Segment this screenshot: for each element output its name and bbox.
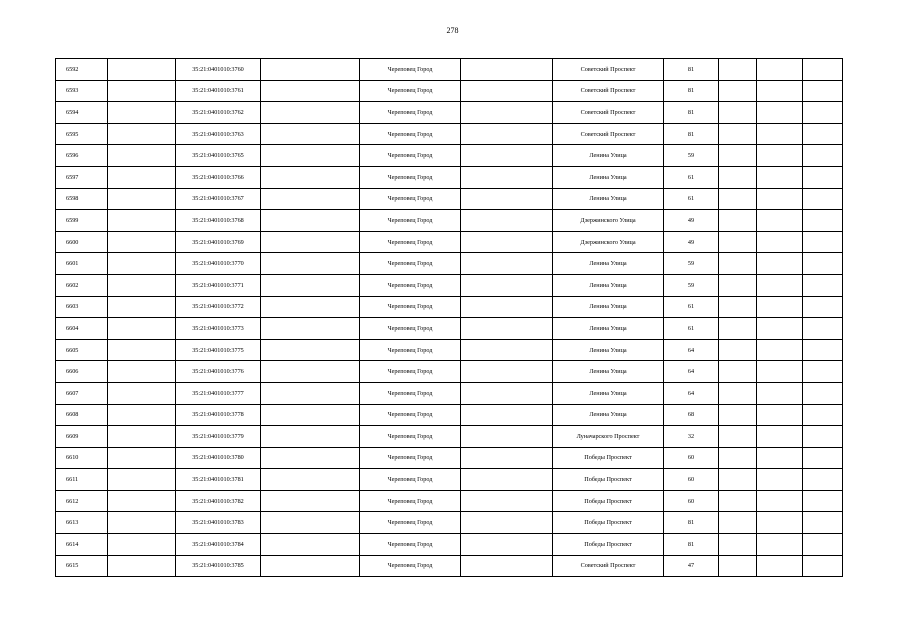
table-row — [56, 274, 843, 296]
cell-cadastral-number: 35:21:0401010:3776 — [176, 361, 261, 383]
cell-empty — [461, 490, 553, 512]
cell-number: 6599 — [56, 210, 108, 232]
table-row — [56, 210, 843, 232]
cell-cadastral-number: 35:21:0401010:3784 — [176, 534, 261, 556]
cell-empty — [261, 188, 360, 210]
cell-number: 6611 — [56, 469, 108, 491]
page-number: 278 — [446, 26, 459, 35]
cell-empty — [803, 210, 843, 232]
cell-city: Череповец Город — [360, 296, 461, 318]
cell-empty — [719, 426, 757, 448]
cell-empty — [719, 188, 757, 210]
cell-empty — [108, 102, 176, 124]
cell-empty — [108, 318, 176, 340]
cell-empty — [719, 253, 757, 275]
cell-empty — [757, 102, 803, 124]
cell-house: 59 — [664, 145, 719, 167]
cell-empty — [108, 123, 176, 145]
table-row — [56, 166, 843, 188]
table-row — [56, 447, 843, 469]
cell-number: 6604 — [56, 318, 108, 340]
cell-empty — [719, 339, 757, 361]
cell-cadastral-number: 35:21:0401010:3763 — [176, 123, 261, 145]
cell-empty — [261, 490, 360, 512]
table-row — [56, 188, 843, 210]
cell-house: 81 — [664, 59, 719, 81]
cell-empty — [803, 296, 843, 318]
cell-number: 6595 — [56, 123, 108, 145]
cell-house: 59 — [664, 253, 719, 275]
cell-number: 6603 — [56, 296, 108, 318]
cell-city: Череповец Город — [360, 253, 461, 275]
cell-city: Череповец Город — [360, 512, 461, 534]
cell-empty — [803, 382, 843, 404]
cell-cadastral-number: 35:21:0401010:3761 — [176, 80, 261, 102]
cell-street: Ленина Улица — [553, 382, 664, 404]
table-row — [56, 145, 843, 167]
cell-street: Ленина Улица — [553, 253, 664, 275]
cell-street: Советский Проспект — [553, 555, 664, 577]
table-row — [56, 512, 843, 534]
cell-house: 49 — [664, 231, 719, 253]
cell-empty — [803, 188, 843, 210]
cell-street: Победы Проспект — [553, 469, 664, 491]
table-row — [56, 469, 843, 491]
cell-street: Победы Проспект — [553, 490, 664, 512]
cell-empty — [261, 534, 360, 556]
cell-house: 64 — [664, 382, 719, 404]
cell-street: Советский Проспект — [553, 123, 664, 145]
cell-city: Череповец Город — [360, 447, 461, 469]
cell-cadastral-number: 35:21:0401010:3778 — [176, 404, 261, 426]
cell-cadastral-number: 35:21:0401010:3765 — [176, 145, 261, 167]
cell-number: 6597 — [56, 166, 108, 188]
cell-empty — [261, 145, 360, 167]
cell-cadastral-number: 35:21:0401010:3775 — [176, 339, 261, 361]
cell-empty — [719, 296, 757, 318]
cell-street: Ленина Улица — [553, 188, 664, 210]
cell-empty — [461, 447, 553, 469]
cell-city: Череповец Город — [360, 274, 461, 296]
cell-city: Череповец Город — [360, 404, 461, 426]
cell-empty — [108, 296, 176, 318]
cell-number: 6592 — [56, 59, 108, 81]
cell-street: Ленина Улица — [553, 361, 664, 383]
cell-empty — [719, 231, 757, 253]
cell-street: Ленина Улица — [553, 318, 664, 340]
cell-house: 64 — [664, 361, 719, 383]
cell-city: Череповец Город — [360, 145, 461, 167]
cell-empty — [757, 59, 803, 81]
cell-number: 6593 — [56, 80, 108, 102]
table-row — [56, 59, 843, 81]
cell-empty — [803, 253, 843, 275]
cell-number: 6602 — [56, 274, 108, 296]
cell-city: Череповец Город — [360, 382, 461, 404]
table-row — [56, 339, 843, 361]
cell-empty — [803, 80, 843, 102]
cell-cadastral-number: 35:21:0401010:3783 — [176, 512, 261, 534]
cell-cadastral-number: 35:21:0401010:3773 — [176, 318, 261, 340]
cell-empty — [757, 339, 803, 361]
cell-empty — [803, 534, 843, 556]
cell-street: Ленина Улица — [553, 166, 664, 188]
table-row — [56, 361, 843, 383]
cell-empty — [803, 339, 843, 361]
cell-empty — [261, 102, 360, 124]
cell-empty — [719, 123, 757, 145]
cell-cadastral-number: 35:21:0401010:3772 — [176, 296, 261, 318]
cell-cadastral-number: 35:21:0401010:3767 — [176, 188, 261, 210]
cell-empty — [461, 59, 553, 81]
cell-empty — [803, 123, 843, 145]
cell-number: 6610 — [56, 447, 108, 469]
cell-empty — [757, 210, 803, 232]
table-row — [56, 382, 843, 404]
cell-empty — [757, 361, 803, 383]
cell-city: Череповец Город — [360, 361, 461, 383]
cell-empty — [461, 80, 553, 102]
cell-empty — [261, 512, 360, 534]
cell-empty — [108, 426, 176, 448]
cell-empty — [261, 318, 360, 340]
cell-empty — [803, 274, 843, 296]
table-row — [56, 490, 843, 512]
cell-house: 49 — [664, 210, 719, 232]
cell-empty — [757, 512, 803, 534]
cell-number: 6608 — [56, 404, 108, 426]
cell-empty — [719, 534, 757, 556]
cell-house: 60 — [664, 447, 719, 469]
cell-empty — [719, 512, 757, 534]
cell-cadastral-number: 35:21:0401010:3782 — [176, 490, 261, 512]
cell-empty — [108, 188, 176, 210]
cell-empty — [757, 145, 803, 167]
cell-house: 61 — [664, 318, 719, 340]
cell-city: Череповец Город — [360, 339, 461, 361]
cell-empty — [719, 555, 757, 577]
cell-number: 6601 — [56, 253, 108, 275]
cell-empty — [108, 361, 176, 383]
cell-empty — [803, 166, 843, 188]
cell-empty — [108, 231, 176, 253]
cell-street: Луначарского Проспект — [553, 426, 664, 448]
cell-empty — [803, 145, 843, 167]
cell-number: 6606 — [56, 361, 108, 383]
cell-empty — [719, 80, 757, 102]
cell-empty — [261, 469, 360, 491]
cell-house: 47 — [664, 555, 719, 577]
cell-cadastral-number: 35:21:0401010:3770 — [176, 253, 261, 275]
cell-empty — [803, 512, 843, 534]
cell-cadastral-number: 35:21:0401010:3785 — [176, 555, 261, 577]
cell-empty — [261, 447, 360, 469]
cell-empty — [757, 555, 803, 577]
cell-number: 6614 — [56, 534, 108, 556]
cell-empty — [108, 404, 176, 426]
cell-empty — [757, 80, 803, 102]
cell-empty — [461, 426, 553, 448]
cell-empty — [461, 555, 553, 577]
cell-empty — [719, 382, 757, 404]
cell-city: Череповец Город — [360, 490, 461, 512]
cell-street: Победы Проспект — [553, 534, 664, 556]
cell-house: 60 — [664, 490, 719, 512]
cell-empty — [461, 512, 553, 534]
cell-cadastral-number: 35:21:0401010:3780 — [176, 447, 261, 469]
cell-number: 6607 — [56, 382, 108, 404]
cell-empty — [757, 469, 803, 491]
cell-house: 61 — [664, 188, 719, 210]
cell-empty — [803, 231, 843, 253]
cell-empty — [461, 534, 553, 556]
cell-empty — [261, 274, 360, 296]
cell-empty — [461, 469, 553, 491]
cell-empty — [757, 534, 803, 556]
cell-house: 59 — [664, 274, 719, 296]
cell-city: Череповец Город — [360, 123, 461, 145]
cell-city: Череповец Город — [360, 426, 461, 448]
cell-empty — [803, 490, 843, 512]
cell-empty — [803, 404, 843, 426]
cell-city: Череповец Город — [360, 534, 461, 556]
cell-empty — [461, 296, 553, 318]
cell-street: Советский Проспект — [553, 80, 664, 102]
cell-street: Победы Проспект — [553, 447, 664, 469]
cell-city: Череповец Город — [360, 555, 461, 577]
cell-street: Ленина Улица — [553, 404, 664, 426]
cell-empty — [261, 426, 360, 448]
cell-empty — [757, 426, 803, 448]
cell-empty — [803, 555, 843, 577]
cell-empty — [461, 339, 553, 361]
cell-empty — [461, 123, 553, 145]
cell-empty — [757, 166, 803, 188]
cell-empty — [261, 231, 360, 253]
cell-cadastral-number: 35:21:0401010:3781 — [176, 469, 261, 491]
cell-empty — [461, 404, 553, 426]
cell-number: 6594 — [56, 102, 108, 124]
cell-house: 64 — [664, 339, 719, 361]
table-row — [56, 426, 843, 448]
cell-empty — [261, 210, 360, 232]
cell-city: Череповец Город — [360, 80, 461, 102]
cell-empty — [719, 469, 757, 491]
cell-empty — [261, 555, 360, 577]
cell-empty — [757, 404, 803, 426]
cell-house: 61 — [664, 296, 719, 318]
cell-empty — [108, 512, 176, 534]
cell-empty — [261, 339, 360, 361]
cell-street: Победы Проспект — [553, 512, 664, 534]
cell-empty — [461, 231, 553, 253]
cell-number: 6600 — [56, 231, 108, 253]
cell-empty — [261, 59, 360, 81]
cell-empty — [719, 102, 757, 124]
cell-house: 81 — [664, 102, 719, 124]
cell-empty — [719, 318, 757, 340]
cell-city: Череповец Город — [360, 59, 461, 81]
cell-empty — [757, 490, 803, 512]
cell-street: Ленина Улица — [553, 296, 664, 318]
cell-cadastral-number: 35:21:0401010:3779 — [176, 426, 261, 448]
cell-empty — [108, 274, 176, 296]
cell-cadastral-number: 35:21:0401010:3766 — [176, 166, 261, 188]
cell-house: 68 — [664, 404, 719, 426]
cell-empty — [719, 274, 757, 296]
cell-empty — [461, 253, 553, 275]
cell-street: Дзержинского Улица — [553, 231, 664, 253]
cell-street: Дзержинского Улица — [553, 210, 664, 232]
cell-house: 81 — [664, 534, 719, 556]
cell-empty — [108, 253, 176, 275]
cell-empty — [261, 166, 360, 188]
table-row — [56, 123, 843, 145]
cell-empty — [803, 318, 843, 340]
cell-number: 6612 — [56, 490, 108, 512]
cell-empty — [757, 231, 803, 253]
cell-empty — [461, 145, 553, 167]
cell-city: Череповец Город — [360, 188, 461, 210]
table-row — [56, 253, 843, 275]
cell-empty — [803, 361, 843, 383]
cell-empty — [108, 555, 176, 577]
cell-number: 6598 — [56, 188, 108, 210]
cell-empty — [261, 253, 360, 275]
cell-number: 6596 — [56, 145, 108, 167]
cell-empty — [108, 59, 176, 81]
cell-house: 81 — [664, 123, 719, 145]
cell-empty — [757, 447, 803, 469]
table-row — [56, 534, 843, 556]
table-row — [56, 404, 843, 426]
table-body — [56, 59, 843, 577]
cell-city: Череповец Город — [360, 166, 461, 188]
cell-empty — [261, 404, 360, 426]
cell-empty — [719, 166, 757, 188]
cell-empty — [719, 447, 757, 469]
cell-empty — [461, 102, 553, 124]
cell-city: Череповец Город — [360, 469, 461, 491]
cell-house: 32 — [664, 426, 719, 448]
cell-cadastral-number: 35:21:0401010:3760 — [176, 59, 261, 81]
cell-empty — [261, 382, 360, 404]
cell-house: 81 — [664, 80, 719, 102]
cell-cadastral-number: 35:21:0401010:3768 — [176, 210, 261, 232]
cell-empty — [803, 426, 843, 448]
cell-house: 81 — [664, 512, 719, 534]
cell-empty — [757, 274, 803, 296]
cell-empty — [261, 361, 360, 383]
cell-empty — [757, 123, 803, 145]
cell-empty — [108, 339, 176, 361]
cell-empty — [461, 274, 553, 296]
cell-empty — [108, 490, 176, 512]
cell-empty — [461, 382, 553, 404]
table-row — [56, 555, 843, 577]
cell-empty — [719, 145, 757, 167]
cell-house: 61 — [664, 166, 719, 188]
cell-empty — [108, 382, 176, 404]
cell-cadastral-number: 35:21:0401010:3771 — [176, 274, 261, 296]
cell-empty — [719, 210, 757, 232]
table-row — [56, 231, 843, 253]
cell-empty — [261, 296, 360, 318]
cell-cadastral-number: 35:21:0401010:3777 — [176, 382, 261, 404]
cell-empty — [757, 296, 803, 318]
cell-empty — [108, 210, 176, 232]
cell-number: 6605 — [56, 339, 108, 361]
cell-street: Советский Проспект — [553, 59, 664, 81]
cell-city: Череповец Город — [360, 210, 461, 232]
cell-empty — [261, 80, 360, 102]
cell-empty — [757, 318, 803, 340]
cell-house: 60 — [664, 469, 719, 491]
cell-street: Ленина Улица — [553, 339, 664, 361]
cell-street: Советский Проспект — [553, 102, 664, 124]
cell-empty — [461, 210, 553, 232]
cell-empty — [108, 534, 176, 556]
cell-city: Череповец Город — [360, 318, 461, 340]
cell-cadastral-number: 35:21:0401010:3769 — [176, 231, 261, 253]
cell-empty — [803, 102, 843, 124]
cell-empty — [719, 361, 757, 383]
cell-empty — [757, 382, 803, 404]
cell-empty — [261, 123, 360, 145]
cell-empty — [757, 188, 803, 210]
table-row — [56, 318, 843, 340]
cell-number: 6609 — [56, 426, 108, 448]
cell-empty — [461, 166, 553, 188]
cell-city: Череповец Город — [360, 102, 461, 124]
cell-empty — [719, 59, 757, 81]
cell-empty — [108, 80, 176, 102]
cell-empty — [108, 447, 176, 469]
cell-street: Ленина Улица — [553, 145, 664, 167]
cell-empty — [719, 490, 757, 512]
cell-empty — [803, 469, 843, 491]
cell-empty — [461, 188, 553, 210]
table-row — [56, 296, 843, 318]
cell-number: 6615 — [56, 555, 108, 577]
cell-city: Череповец Город — [360, 231, 461, 253]
table-row — [56, 80, 843, 102]
cell-empty — [461, 318, 553, 340]
cell-empty — [108, 166, 176, 188]
cell-empty — [108, 469, 176, 491]
cell-empty — [108, 145, 176, 167]
cell-empty — [461, 361, 553, 383]
cell-empty — [803, 59, 843, 81]
cell-number: 6613 — [56, 512, 108, 534]
cell-cadastral-number: 35:21:0401010:3762 — [176, 102, 261, 124]
cell-empty — [757, 253, 803, 275]
cell-street: Ленина Улица — [553, 274, 664, 296]
table-row — [56, 102, 843, 124]
cell-empty — [719, 404, 757, 426]
registry-table — [55, 58, 843, 577]
cell-empty — [803, 447, 843, 469]
